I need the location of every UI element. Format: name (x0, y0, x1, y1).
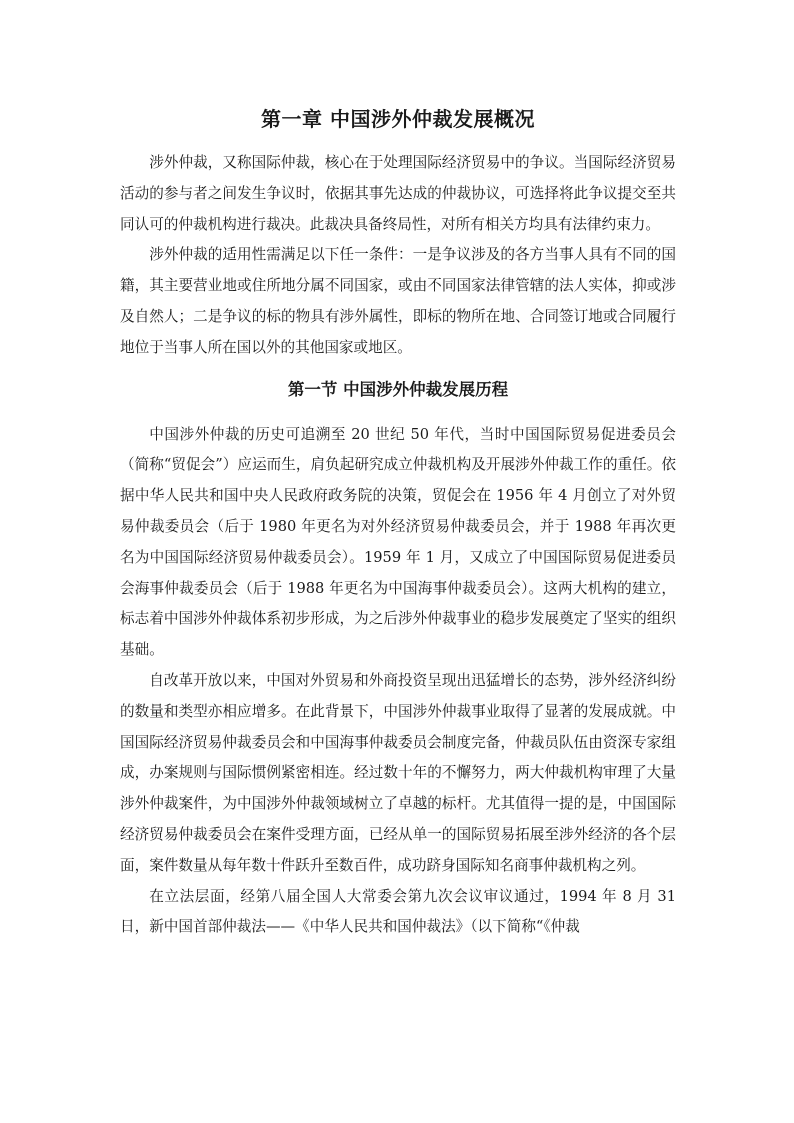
section-paragraph: 中国涉外仲裁的历史可追溯至 20 世纪 50 年代，当时中国国际贸易促进委员会（简称“贸促会”）应运而生，肩负起研究成立仲裁机构及开展涉外仲裁工作的重任。依据中华人民共和国中央人民政府政务院的决策，贸促会在 1956 年 4 月创立了对外贸易仲裁委员会（后于 1980 年更名为对外经济贸易仲裁委员会，并于 1988 年再次更名为中国国际经济贸易仲裁委员会）。1959 年 1 月，又成立了中国国际贸易促进委员会海事仲裁委员会（后于 1988 年更名为中国海事仲裁委员会）。这两大机构的建立，标志着中国涉外仲裁体系初步形成，为之后涉外仲裁事业的稳步发展奠定了坚实的组织基础。 (120, 425, 676, 659)
section-paragraph: 自改革开放以来，中国对外贸易和外商投资呈现出迅猛增长的态势，涉外经济纠纷的数量和类型亦相应增多。在此背景下，中国涉外仲裁事业取得了显著的发展成就。中国国际经济贸易仲裁委员会和中国海事仲裁委员会制度完备，仲裁员队伍由资深专家组成，办案规则与国际惯例紧密相连。经过数十年的不懈努力，两大仲裁机构审理了大量涉外仲裁案件，为中国涉外仲裁领域树立了卓越的标杆。尤其值得一提的是，中国国际经济贸易仲裁委员会在案件受理方面，已经从单一的国际贸易拓展至涉外经济的各个层面，案件数量从每年数十件跃升至数百件，成功跻身国际知名商事仲裁机构之列。 (120, 671, 676, 874)
chapter-paragraph: 涉外仲裁，又称国际仲裁，核心在于处理国际经济贸易中的争议。当国际经济贸易活动的参与者之间发生争议时，依据其事先达成的仲裁协议，可选择将此争议提交至共同认可的仲裁机构进行裁决。此裁决具备终局性，对所有相关方均具有法律约束力。 (120, 154, 676, 233)
document-page (120, 100, 676, 943)
chapter-title: 第一章 中国涉外仲裁发展概况 (261, 107, 535, 131)
section-paragraph: 在立法层面，经第八届全国人大常委会第九次会议审议通过，1994 年 8 月 31 日，新中国首部仲裁法——《中华人民共和国仲裁法》（以下简称“《仲裁 (120, 887, 676, 936)
section-title: 第一节 中国涉外仲裁发展历程 (287, 379, 509, 399)
chapter-paragraph: 涉外仲裁的适用性需满足以下任一条件：一是争议涉及的各方当事人具有不同的国籍，其主要营业地或住所地分属不同国家，或由不同国家法律管辖的法人实体，抑或涉及自然人；二是争议的标的物具有涉外属性，即标的物所在地、合同签订地或合同履行地位于当事人所在国以外的其他国家或地区。 (120, 246, 676, 356)
